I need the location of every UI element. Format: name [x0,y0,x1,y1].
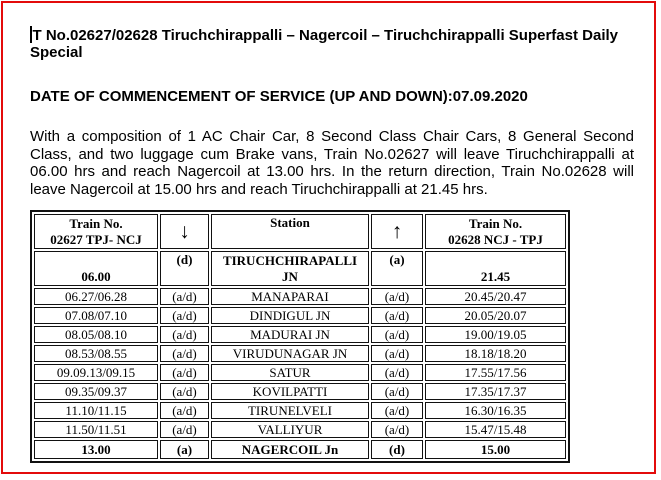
dep-time-cell: 09.09.13/09.15 [34,364,158,381]
header-station [211,214,369,249]
arr-time-cell: 15.47/15.48 [425,421,566,438]
dep-mark-cell: (a/d) [160,364,209,381]
dep-time-cell: 11.50/11.51 [34,421,158,438]
arr-mark-cell: (a/d) [371,383,423,400]
header-train-up [425,214,566,249]
arr-time-cell: 18.18/18.20 [425,345,566,362]
notice-title-text: T No.02627/02628 Tiruchchirappalli – Nagercoil – Tiruchchirappalli Superfast Daily Special [30,27,619,61]
station-cell: VIRUDUNAGAR JN [211,345,369,362]
table-row [34,402,566,419]
station-cell: MADURAI JN [211,326,369,343]
arr-mark-cell: (a/d) [371,345,423,362]
arr-time-cell: 19.00/19.05 [425,326,566,343]
terminus-dep-time-cell: 15.00 [425,440,566,459]
dep-time-cell: 08.05/08.10 [34,326,158,343]
origin-station-cell [211,251,369,286]
station-cell: MANAPARAI [211,288,369,305]
dep-time-cell: 08.53/08.55 [34,345,158,362]
dep-mark-cell: (a/d) [160,345,209,362]
arr-mark-cell: (a/d) [371,364,423,381]
terminus-arr-mark-cell: (a) [160,440,209,459]
dep-mark-cell: (a/d) [160,326,209,343]
dep-time-cell: 09.35/09.37 [34,383,158,400]
table-row [34,383,566,400]
table-row [34,364,566,381]
dep-time-cell: 11.10/11.15 [34,402,158,419]
arr-time-cell: 20.45/20.47 [425,288,566,305]
arr-time-cell: 20.05/20.07 [425,307,566,324]
dep-mark-cell: (a/d) [160,402,209,419]
document-content [30,26,634,463]
station-cell: SATUR [211,364,369,381]
header-train-down-line1: Train No. [69,215,123,231]
header-station-label: Station [270,215,310,230]
origin-dep-time-cell [34,251,158,286]
dep-mark-cell: (a/d) [160,307,209,324]
header-train-up-line2: 02628 NCJ - TPJ [448,231,543,247]
table-header-row [34,214,566,249]
table-row [34,288,566,305]
origin-dep-mark-cell [160,251,209,286]
table-row [34,345,566,362]
origin-arr-mark: (a) [389,252,405,267]
station-cell: DINDIGUL JN [211,307,369,324]
arr-time-cell: 17.55/17.56 [425,364,566,381]
arr-mark-cell: (a/d) [371,326,423,343]
dep-time-cell: 07.08/07.10 [34,307,158,324]
station-cell: KOVILPATTI [211,383,369,400]
arr-time-cell: 17.35/17.37 [425,383,566,400]
dep-mark-cell: (a/d) [160,288,209,305]
header-train-down-line2: 02627 TPJ- NCJ [50,231,142,247]
up-arrow-icon: ↑ [371,214,423,249]
text-cursor-icon [30,26,32,43]
dep-mark-cell: (a/d) [160,383,209,400]
table-row [34,307,566,324]
origin-arr-time-cell [425,251,566,286]
header-train-up-line1: Train No. [468,215,523,231]
terminus-station-row [34,440,566,459]
train-schedule-table [30,210,570,463]
dep-mark-cell: (a/d) [160,421,209,438]
station-cell: VALLIYUR [211,421,369,438]
origin-station-line1: TIRUCHCHIRAPALLI [222,252,358,268]
table-row [34,421,566,438]
origin-station-line2: JN [282,268,298,284]
arr-mark-cell: (a/d) [371,288,423,305]
origin-arr-mark-cell [371,251,423,286]
origin-arr-time: 21.45 [480,269,511,284]
origin-dep-mark: (d) [176,252,193,267]
arr-mark-cell: (a/d) [371,421,423,438]
terminus-dep-mark-cell: (d) [371,440,423,459]
arr-mark-cell: (a/d) [371,307,423,324]
header-train-down [34,214,158,249]
dep-time-cell: 06.27/06.28 [34,288,158,305]
down-arrow-icon: ↓ [160,214,209,249]
station-cell: TIRUNELVELI [211,402,369,419]
origin-station-row [34,251,566,286]
arr-mark-cell: (a/d) [371,402,423,419]
origin-dep-time: 06.00 [81,269,111,284]
notice-title [30,26,634,61]
composition-paragraph: With a composition of 1 AC Chair Car, 8 Second Class Chair Cars, 8 General Second Class, and two luggage cum Brake vans, Train No.02627 will leave Tiruchchirappalli at 06.00 hrs and reach Nagercoil at 13.00 hrs. In the return direction, Train No.02628 will leave Nagercoil at 15.00 hrs and reach Tiruchchirappalli at 21.45 hrs. [30,128,634,198]
commencement-line: DATE OF COMMENCEMENT OF SERVICE (UP AND DOWN):07.09.2020 [30,88,528,105]
table-row [34,326,566,343]
arr-time-cell: 16.30/16.35 [425,402,566,419]
terminus-arr-time-cell: 13.00 [34,440,158,459]
terminus-station-cell: NAGERCOIL Jn [211,440,369,459]
